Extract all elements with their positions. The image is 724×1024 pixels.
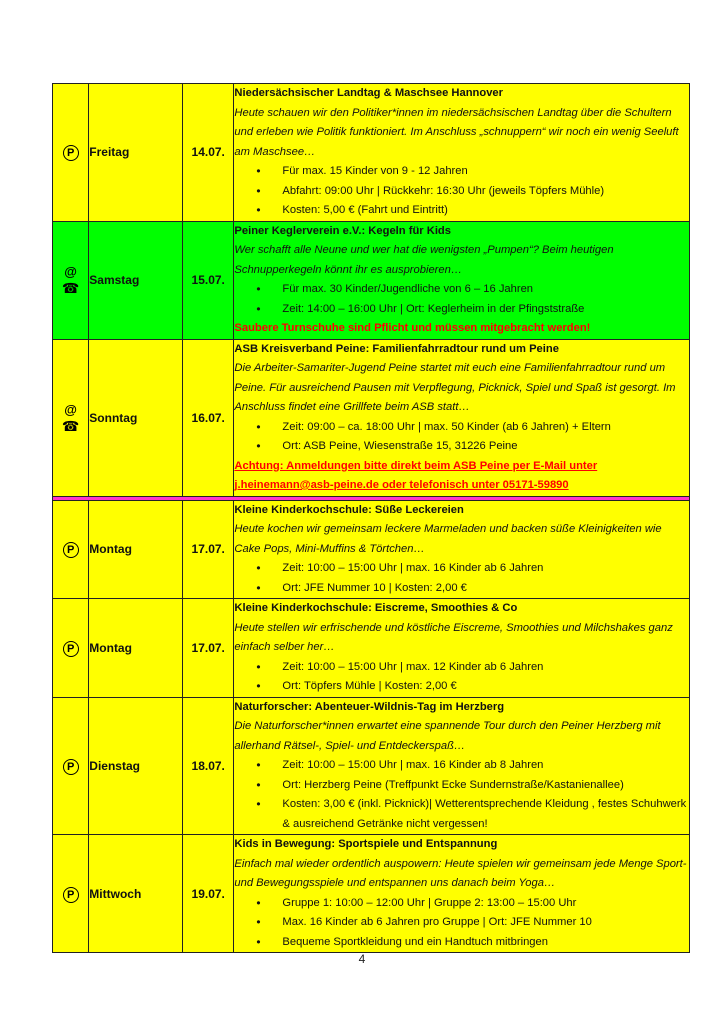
registration-contact-link[interactable]: j.heinemann@asb-peine.de oder telefonisch unter 05171-59890 [234,479,569,491]
list-item: • Kosten: 3,00 € (inkl. Picknick)| Wetterentsprechende Kleidung , festes Schuhwerk & ausreichend Getränke nicht vergessen! [234,795,689,834]
event-intro: Einfach mal wieder ordentlich auspowern: Heute spielen wir gemeinsam jede Menge Sport- und Bewegungsspiele und entspannen uns danach beim Yoga… [234,857,687,889]
list-item: • Kosten: 5,00 € (Fahrt und Eintritt) [234,201,689,221]
event-title: ASB Kreisverband Peine: Familienfahrradtour rund um Peine [234,342,559,355]
event-intro: Die Naturforscher*innen erwartet eine spannende Tour durch den Peiner Herzberg mit allerhand Rätsel-, Spiel- und Entdeckerspaß… [234,720,661,752]
date-cell: 15.07. [183,221,234,339]
table-row [53,599,690,698]
date-cell: 17.07. [183,500,234,599]
parking-icon: P [63,145,79,161]
day-cell: Samstag [89,221,183,339]
list-item: • Für max. 30 Kinder/Jugendliche von 6 – 16 Jahren [234,280,689,300]
description-cell [234,221,690,339]
at-icon: @ [64,401,77,417]
event-points [234,280,689,319]
at-icon: @ [64,264,77,279]
date-cell: 17.07. [183,599,234,698]
event-title: Peiner Keglerverein e.V.: Kegeln für Kids [234,224,451,237]
list-item: • Für max. 15 Kinder von 9 - 12 Jahren [234,162,689,182]
list-item: • Zeit: 14:00 – 16:00 Uhr | Ort: Keglerheim in der Pfingststraße [234,300,689,320]
description-cell [234,84,690,222]
date-cell: 16.07. [183,339,234,496]
event-title: Naturforscher: Abenteuer-Wildnis-Tag im Herzberg [234,700,505,713]
event-intro: Heute stellen wir erfrischende und köstliche Eiscreme, Smoothies und Milchshakes ganz einfach selber her… [234,621,673,653]
event-intro: Heute kochen wir gemeinsam leckere Marmeladen und backen süße Kleinigkeiten wie Cake Pops, Mini-Muffins & Törtchen… [234,523,662,555]
parking-icon: P [63,887,79,903]
list-item: • Ort: ASB Peine, Wiesenstraße 15, 31226 Peine [234,437,689,457]
date-cell: 18.07. [183,697,234,835]
parking-icon: P [63,759,79,775]
day-cell: Mittwoch [89,835,183,953]
list-item: • Ort: JFE Nummer 10 | Kosten: 2,00 € [234,579,689,599]
description-cell [234,339,690,496]
list-item: • Max. 16 Kinder ab 6 Jahren pro Gruppe | Ort: JFE Nummer 10 [234,913,689,933]
day-cell: Montag [89,599,183,698]
page-number: 4 [358,952,366,966]
phone-icon: ☎ [61,417,80,434]
symbol-cell [53,84,89,222]
symbol-cell [53,221,89,339]
event-points [234,559,689,598]
table-row [53,500,690,599]
event-title: Kleine Kinderkochschule: Eiscreme, Smoothies & Co [234,602,518,614]
description-cell [234,500,690,599]
schedule-table [52,83,690,953]
table-row [53,84,690,222]
description-cell [234,835,690,953]
list-item: • Ort: Herzberg Peine (Treffpunkt Ecke Sundernstraße/Kastanienallee) [234,776,689,796]
list-item: • Gruppe 1: 10:00 – 12:00 Uhr | Gruppe 2: 13:00 – 15:00 Uhr [234,894,689,914]
event-intro: Wer schafft alle Neune und wer hat die wenigsten „Pumpen“? Beim heutigen Schnupperkegeln könnt ihr es ausprobieren… [234,244,614,276]
registration-notice: Achtung: Anmeldungen bitte direkt beim ASB Peine per E-Mail unter [234,459,598,472]
event-points [234,894,689,953]
symbol-cell [53,697,89,835]
list-item: • Abfahrt: 09:00 Uhr | Rückkehr: 16:30 Uhr (jeweils Töpfers Mühle) [234,182,689,202]
event-intro: Heute schauen wir den Politiker*innen im niedersächsischen Landtag über die Schultern und erleben wie Politik funktioniert. Im Anschluss „schnuppern“ wir noch ein wenig Seeluft am Maschsee… [234,106,679,158]
symbol-cell [53,339,89,496]
event-title: Niedersächsischer Landtag & Maschsee Hannover [234,87,504,99]
event-points [234,162,689,221]
table-row [53,221,690,339]
table-row [53,697,690,835]
date-cell: 19.07. [183,835,234,953]
table-row [53,339,690,496]
event-points [234,658,689,697]
list-item: • Zeit: 09:00 – ca. 18:00 Uhr | max. 50 Kinder (ab 6 Jahren) + Eltern [234,418,689,438]
description-cell [234,697,690,835]
symbol-cell [53,500,89,599]
day-cell: Sonntag [89,339,183,496]
phone-icon: ☎ [61,280,80,296]
list-item: • Zeit: 10:00 – 15:00 Uhr | max. 16 Kinder ab 6 Jahren [234,559,689,579]
list-item: • Bequeme Sportkleidung und ein Handtuch mitbringen [234,933,689,953]
event-points [234,756,689,834]
date-cell: 14.07. [183,84,234,222]
schedule-page [52,83,690,953]
table-row [53,835,690,953]
warning-text: Saubere Turnschuhe sind Pflicht und müssen mitgebracht werden! [234,322,591,334]
event-title: Kleine Kinderkochschule: Süße Leckereien [234,503,464,516]
symbol-cell [53,835,89,953]
list-item: • Zeit: 10:00 – 15:00 Uhr | max. 12 Kinder ab 6 Jahren [234,658,689,678]
event-intro: Die Arbeiter-Samariter-Jugend Peine startet mit euch eine Familienfahrradtour rund um Peine. Für ausreichend Pausen mit Verpflegung, Picknick, Spiel und Spaß ist gesorgt. Im Anschluss findet eine Grillfete beim ASB statt… [234,362,676,413]
event-points [234,418,689,457]
parking-icon: P [63,641,79,657]
list-item: • Zeit: 10:00 – 15:00 Uhr | max. 16 Kinder ab 8 Jahren [234,756,689,776]
event-title: Kids in Bewegung: Sportspiele und Entspannung [234,838,498,850]
list-item: • Ort: Töpfers Mühle | Kosten: 2,00 € [234,677,689,697]
parking-icon: P [63,542,79,558]
day-cell: Montag [89,500,183,599]
description-cell [234,599,690,698]
day-cell: Freitag [89,84,183,222]
day-cell: Dienstag [89,697,183,835]
symbol-cell [53,599,89,698]
